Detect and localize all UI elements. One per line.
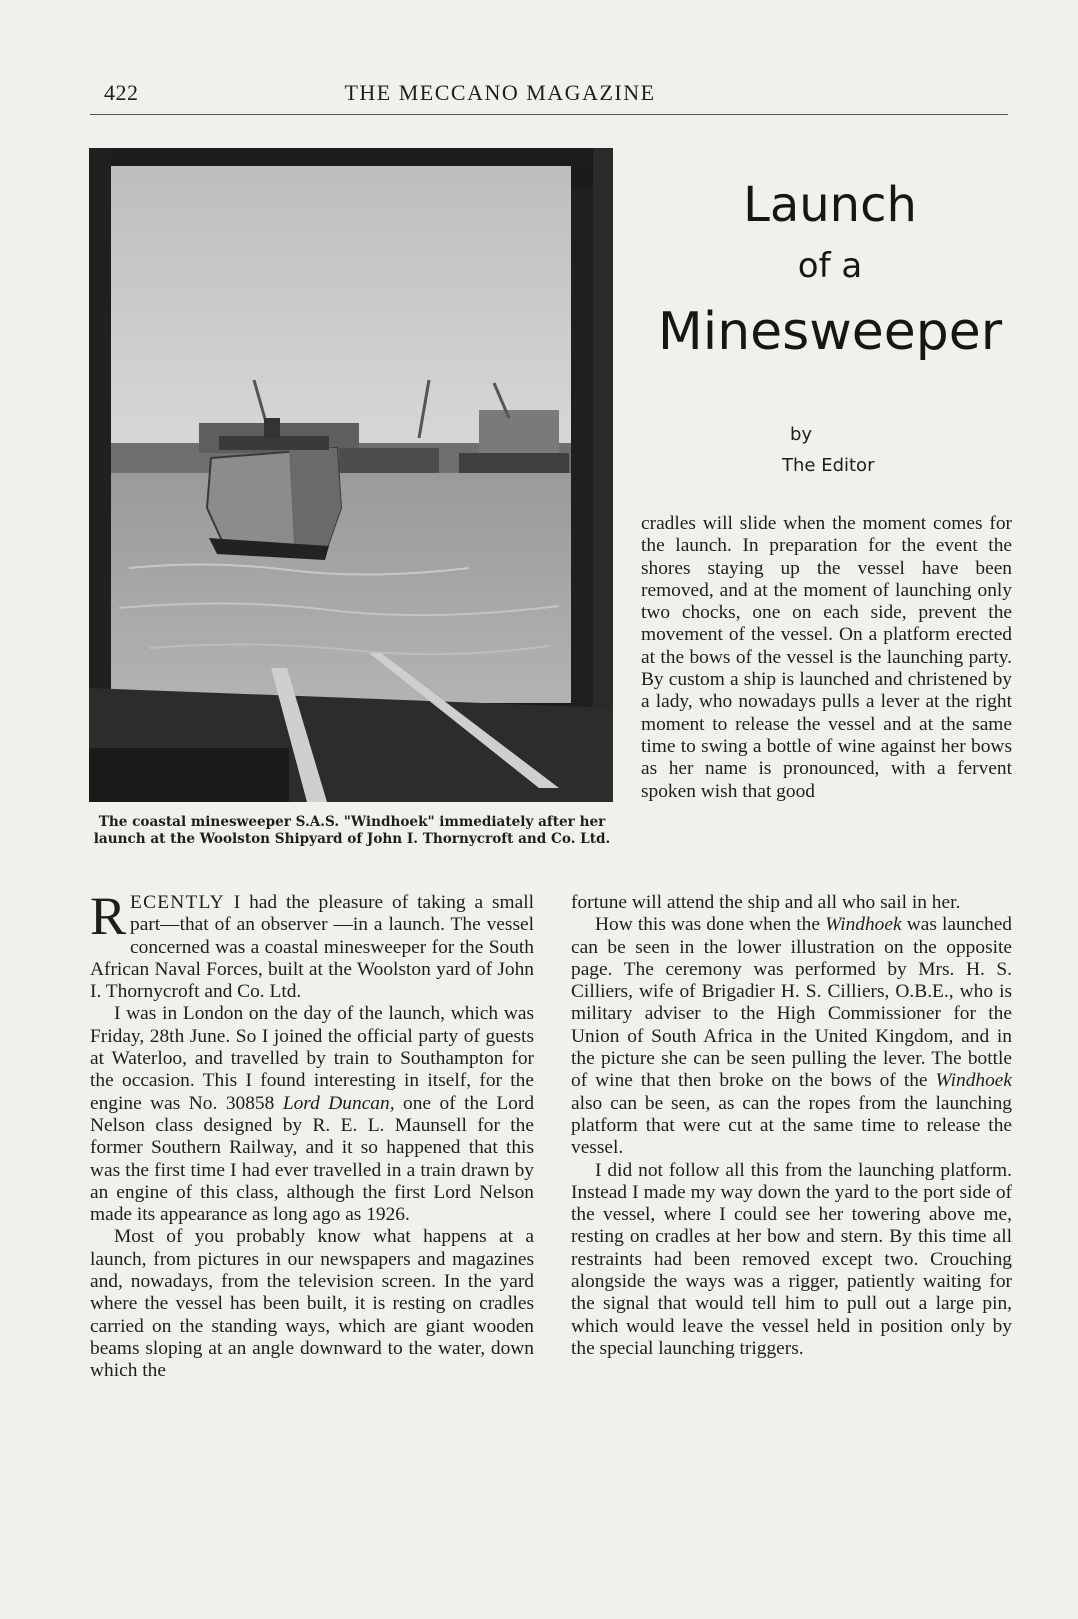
paragraph-2-text-b: one of the Lord Nelson class designed by R. E. L. Maunsell for the former Southern Railway, and it so happened that this was the first time I had ever travelled in a train drawn by an engine of this class, although the first Lord Nelson made its appearance as long ago as 1926. [90,1092,535,1226]
page-number: 422 [104,80,139,105]
byline-by: by [790,424,813,445]
paragraph-1-lead: ECENTLY [130,892,225,913]
paragraph-5-text-a: How this was done when the [595,914,826,936]
paragraph-2-italic: Lord Duncan, [282,1092,395,1114]
article-paragraph-4-top: cradles will slide when the moment comes for the launch. In preparation for the event the shores staying up the vessel have been removed, and at the moment of launching only two chocks, one on each side, prevent the movement of the vessel. On a platform erected at the bows of the vessel is the launching party. By custom a ship is launched and christened by a lady, who nowadays pulls a lever at the right moment to release the vessel and at the same time to swing a bottle of wine against her bows as her name is pronounced, with a fervent spoken wish that good [641,513,1012,802]
byline-author: The Editor [782,455,875,476]
paragraph-5-text-c: also can be seen, as can the ropes from the launching platform that were cut at the same time to release the vessel. [571,1092,1012,1159]
photo-caption: The coastal minesweeper S.A.S. "Windhoek" immediately after her launch at the Woolston Shipyard of John I. Thornycroft and Co. Ltd. [93,814,611,847]
article-paragraph-3: Most of you probably know what happens at a launch, from pictures in our newspapers and magazines and, nowadays, from the television screen. In the yard where the vessel has been built, it is resting on cradles carried on the standing ways, which are giant wooden beams sloping at an angle downward to the water, down which the [90,1226,534,1382]
ship-launch-photo-icon [89,148,613,802]
title-line-1: Launch [743,177,917,233]
paragraph-2-text-a: I was in London on the day of the launch, which was Friday, 28th June. So I joined the official party of guests at Waterloo, and travelled by train to Southampton for the occasion. This I found interesting in itself, for the engine was No. 30858 [90,1003,534,1114]
article-paragraph-6: I did not follow all this from the launching platform. Instead I made my way down the yard to the port side of the vessel, where I could see her towering above me, resting on cradles at her bow and stern. By this time all restraints had been removed except two. Crouching alongside the ways was a rigger, patiently waiting for the signal that would tell him to pull out a large pin, which would leave the vessel held in position only by the special launching triggers. [571,1159,1012,1359]
drop-cap: R [90,886,127,946]
paragraph-5-italic-1: Windhoek [825,914,902,936]
ship-launch-photo [89,148,613,802]
article-paragraph-4-bottom: fortune will attend the ship and all who sail in her. [571,892,961,913]
article-paragraph-5 [571,914,1012,1159]
article-paragraph-1 [90,886,534,1003]
title-line-3: Minesweeper [657,302,1003,362]
left-column [90,886,535,1383]
paragraph-5-text-b: was launched can be seen in the lower illustration on the opposite page. The ceremony was performed by Mrs. H. S. Cilliers, wife of Brigadier H. S. Cilliers, O.B.E., who is military adviser to the High Commissioner for the Union of South Africa in the United Kingdom, and in the picture she can be seen pulling the lever. The bottle of wine that then broke on the bows of the [571,914,1013,1092]
article-paragraph-2 [90,1003,534,1226]
right-column [571,892,1012,1360]
paragraph-1-text: I had the pleasure of taking a small part—that of an observer —in a launch. The vessel concerned was a coastal minesweeper for the South African Naval Forces, built at the Woolston yard of John I. Thornycroft and Co. Ltd. [90,892,534,1003]
title-line-2: of a [797,246,863,286]
paragraph-5-italic-2: Windhoek [935,1070,1012,1092]
page-header [90,80,1008,115]
magazine-title: THE MECCANO MAGAZINE [344,80,656,105]
article-title [640,170,1020,372]
